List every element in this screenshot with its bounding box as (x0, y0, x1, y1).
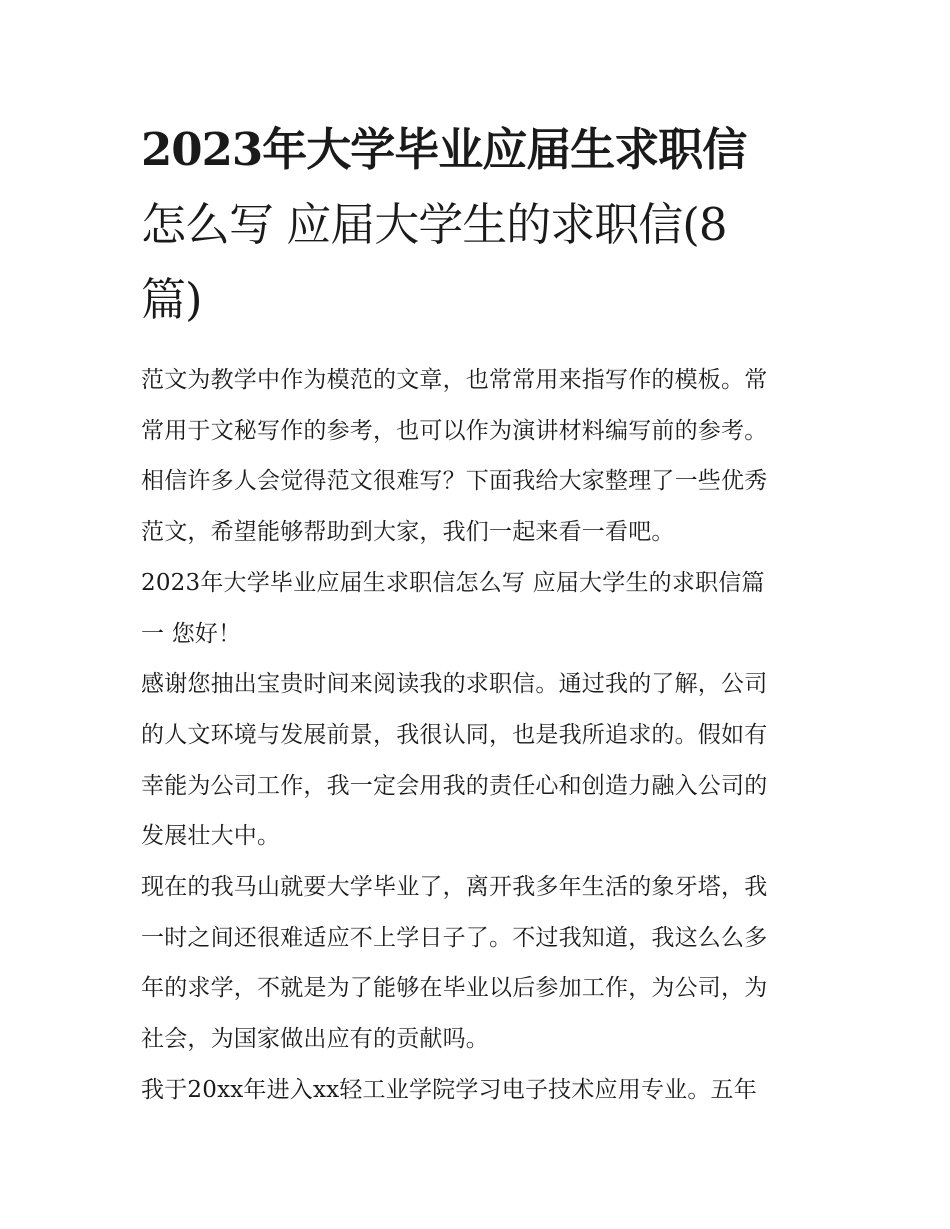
text-line: 范文，希望能够帮助到大家，我们一起来看一看吧。 (141, 519, 675, 546)
text-line: 的人文环境与发展前景，我很认同，也是我所追求的。假如有 (141, 721, 768, 748)
text-line: 幸能为公司工作，我一定会用我的责任心和创造力融入公司的 (141, 772, 768, 799)
text-line: 我于20xx年进入xx轻工业学院学习电子技术应用专业。五年 (141, 1076, 757, 1103)
text-line: 感谢您抽出宝贵时间来阅读我的求职信。通过我的了解，公司 (141, 671, 768, 698)
text-line: 一 您好！ (141, 620, 242, 647)
text-line: 年的求学，不就是为了能够在毕业以后参加工作，为公司，为 (141, 975, 768, 1002)
text-line: 范文为教学中作为模范的文章，也常常用来指写作的模板。常 (141, 367, 768, 393)
document-page (141, 112, 813, 1116)
text-line: 常用于文秘写作的参考，也可以作为演讲材料编写前的参考。 (141, 417, 768, 444)
title-line: 怎么写 应届大学生的求职信(8 (141, 198, 727, 251)
body-paragraph (141, 659, 813, 862)
body-paragraph (141, 862, 813, 1065)
title-line: 2023年大学毕业应届生求职信 (141, 123, 747, 176)
text-line: 相信许多人会觉得范文很难写？下面我给大家整理了一些优秀 (141, 468, 768, 495)
text-line: 2023年大学毕业应届生求职信怎么写 应届大学生的求职信篇 (141, 569, 765, 596)
text-line: 发展壮大中。 (141, 823, 281, 850)
title-line: 篇) (141, 273, 202, 326)
intro-paragraph (141, 355, 813, 558)
text-line: 一时之间还很难适应不上学日子了。不过我知道，我这么么多 (141, 924, 768, 951)
text-line: 社会，为国家做出应有的贡献吗。 (141, 1026, 489, 1053)
section-heading-paragraph (141, 558, 813, 659)
body-paragraph (141, 1065, 813, 1116)
document-title (141, 112, 813, 337)
text-line: 现在的我马山就要大学毕业了，离开我多年生活的象牙塔，我 (141, 874, 768, 901)
